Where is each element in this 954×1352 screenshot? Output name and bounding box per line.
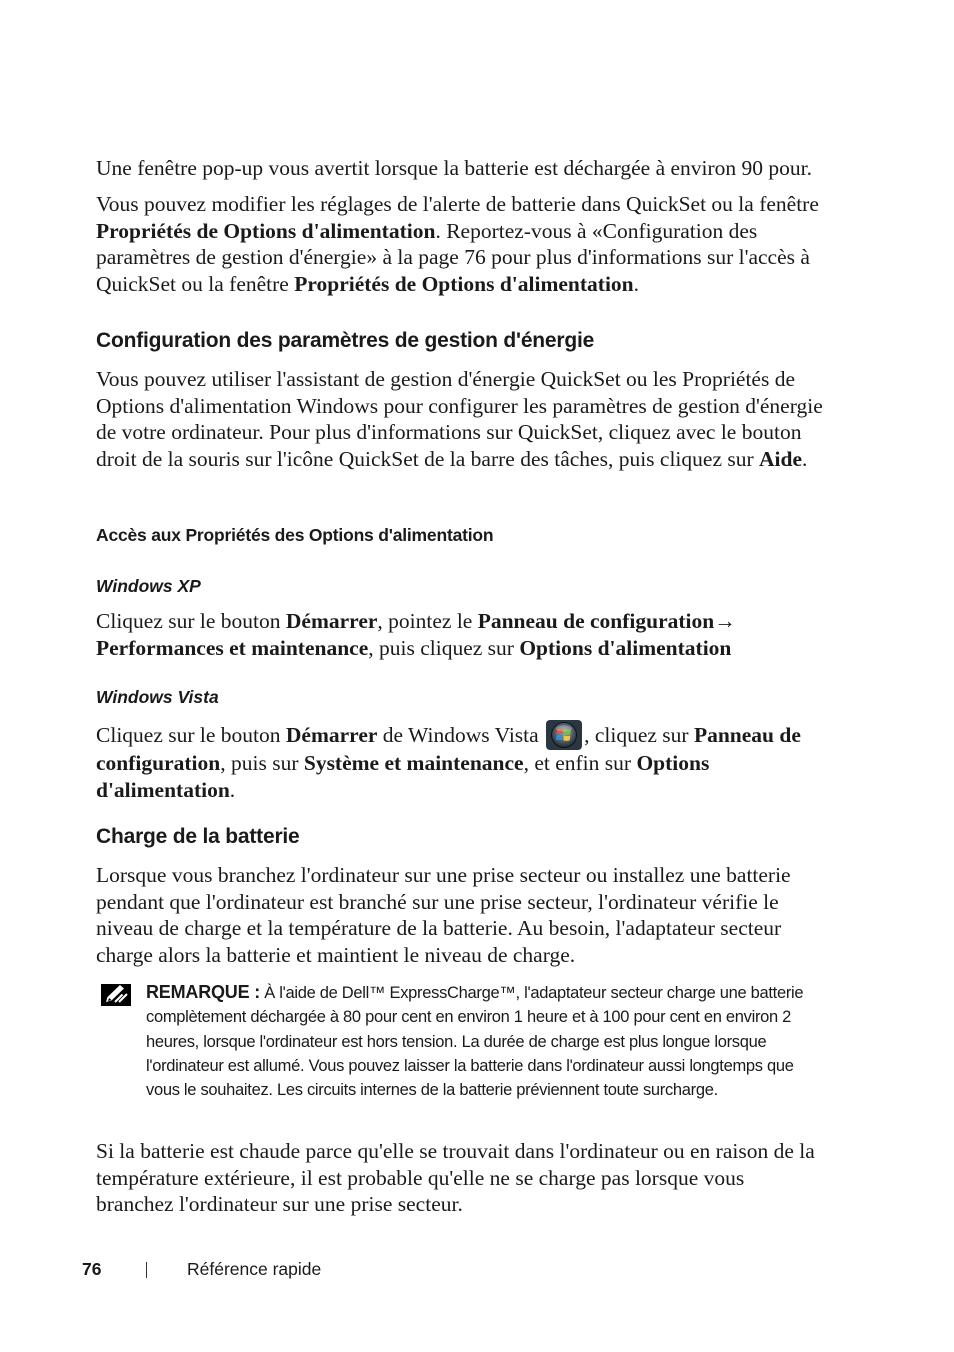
- note-text: À l'aide de Dell™ ExpressCharge™, l'adaptateur secteur charge une batterie complètement déchargée à 80 pour cent en environ 1 heure et à 100 pour cent en environ 2 heures, lorsque l'ordinateur est hors tension. La durée de charge est plus longue lorsque l'ordinateur est allumé. Vous pouvez laisser la batterie dans l'ordinateur aussi longtemps que vous le souhaitez. Les circuits internes de la batterie préviennent toute surcharge.: [146, 984, 804, 1100]
- footer-section-title: Référence rapide: [187, 1259, 322, 1279]
- heading-windows-vista: Windows Vista: [96, 687, 219, 707]
- paragraph-quickset: Vous pouvez utiliser l'assistant de gestion d'énergie QuickSet ou les Propriétés de Options d'alimentation Windows pour configurer les paramètres de gestion d'énergie de votre ordinateur. Pour plus d'informations sur QuickSet, cliquez avec le bouton droit de la souris sur l'icône QuickSet de la barre des tâches, puis cliquez sur Aide.: [96, 367, 823, 471]
- heading-power-options-access: Accès aux Propriétés des Options d'alimentation: [96, 525, 494, 545]
- heading-power-management: Configuration des paramètres de gestion d'énergie: [96, 329, 595, 352]
- heading-windows-xp: Windows XP: [96, 576, 201, 596]
- footer-separator: [146, 1262, 147, 1278]
- paragraph-popup-alert: Une fenêtre pop-up vous avertit lorsque la batterie est déchargée à environ 90 pour.: [96, 156, 813, 180]
- paragraph-battery-alert-settings: Vous pouvez modifier les réglages de l'alerte de batterie dans QuickSet ou la fenêtre Propriétés de Options d'alimentation. Reportez-vous à «Configuration des paramètres de gestion d'énergie» à la page 76 pour plus d'informations sur l'accès à QuickSet ou la fenêtre Propriétés de Options d'alimentation.: [96, 192, 819, 296]
- heading-battery-charge: Charge de la batterie: [96, 825, 300, 848]
- note-expresscharge: [146, 980, 826, 1102]
- note-pencil-icon: [100, 982, 132, 1008]
- paragraph-xp-steps: Cliquez sur le bouton Démarrer, pointez le Panneau de configuration→ Performances et maintenance, puis cliquez sur Options d'alimentation: [96, 609, 736, 660]
- paragraph-charging: Lorsque vous branchez l'ordinateur sur une prise secteur ou installez une batterie pendant que l'ordinateur est branché sur une prise secteur, l'ordinateur vérifie le niveau de charge et la température de la batterie. Au besoin, l'adaptateur secteur charge alors la batterie et maintient le niveau de charge.: [96, 863, 791, 967]
- page-number: 76: [82, 1259, 102, 1279]
- paragraph-hot-battery: Si la batterie est chaude parce qu'elle se trouvait dans l'ordinateur ou en raison de la température extérieure, il est probable qu'elle ne se charge pas lorsque vous branchez l'ordinateur sur une prise secteur.: [96, 1139, 815, 1216]
- note-label: REMARQUE :: [146, 982, 260, 1002]
- paragraph-vista-steps: Cliquez sur le bouton Démarrer de Windows Vista , cliquez sur Panneau de configuration, puis sur Système et maintenance, et enfin sur Options d'alimentation.: [96, 720, 824, 803]
- windows-vista-start-icon: [546, 720, 582, 750]
